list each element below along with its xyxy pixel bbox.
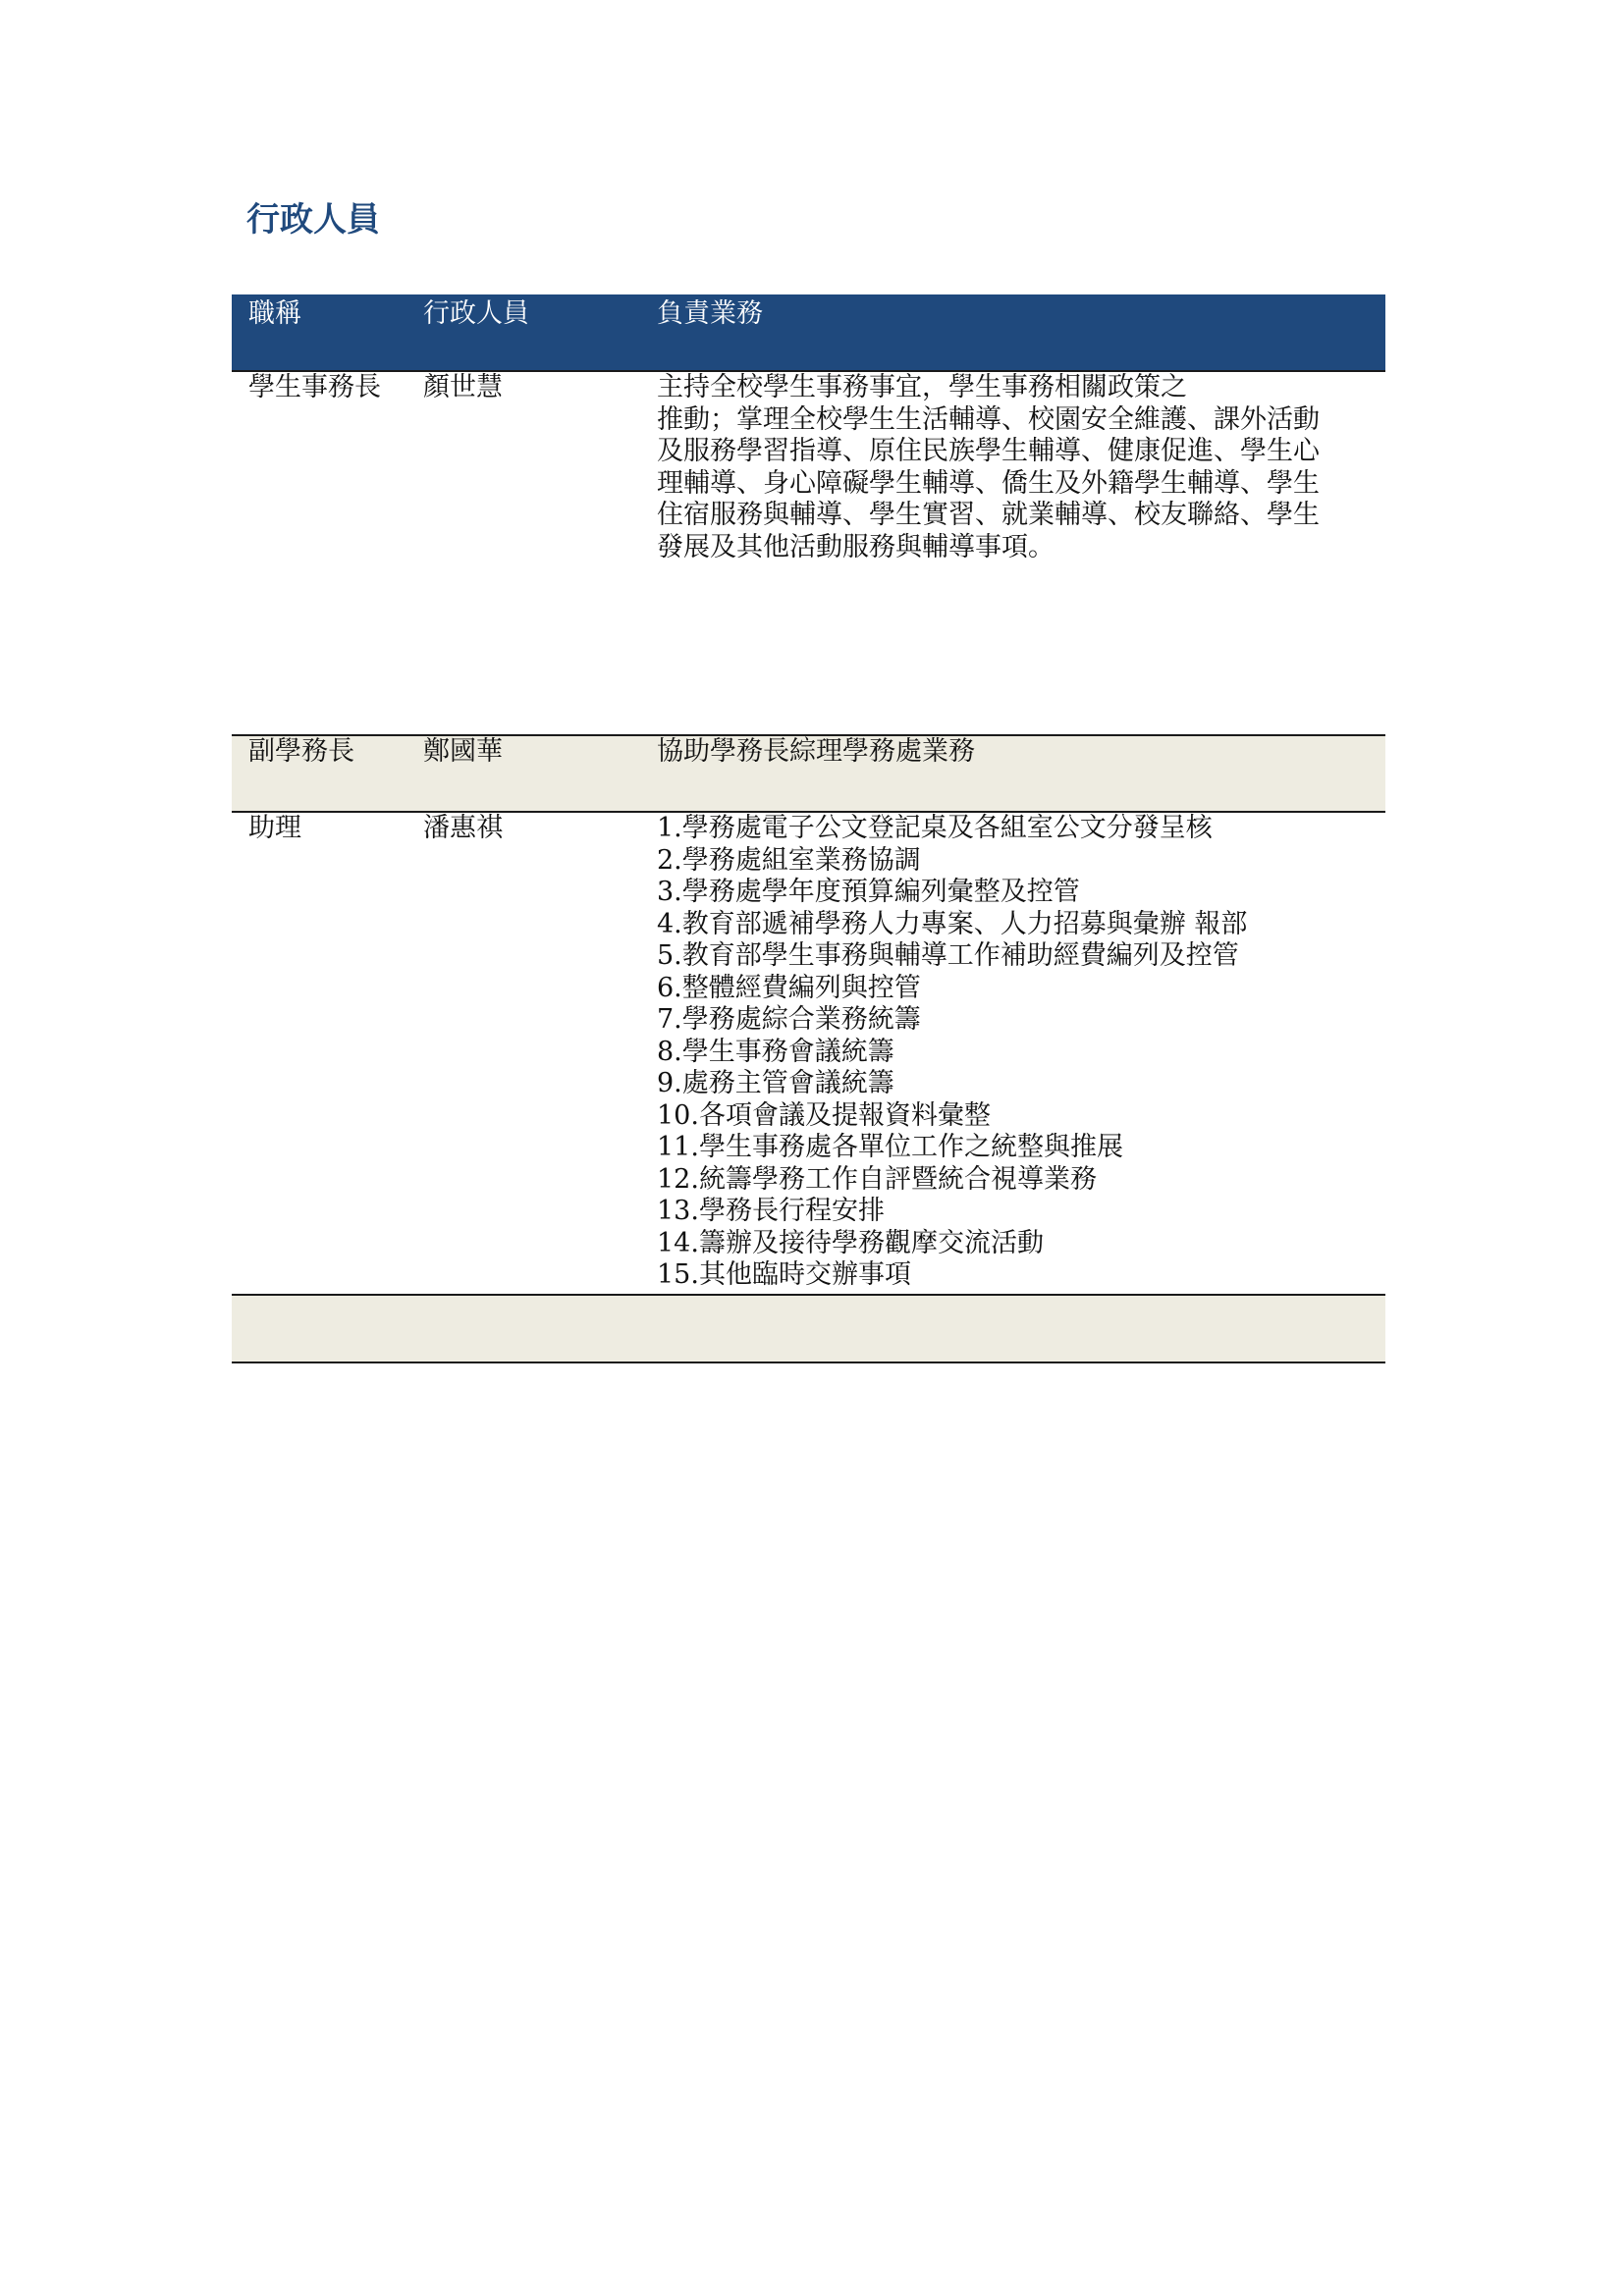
table-row <box>232 812 1385 1295</box>
cell-title: 助理 <box>232 812 406 1295</box>
table-row <box>232 1295 1385 1362</box>
duty-line: 14.籌辦及接待學務觀摩交流活動 <box>657 1227 1044 1258</box>
duty-line: 住宿服務與輔導、學生實習、就業輔導、校友聯絡、學生 <box>657 500 1320 530</box>
duty-line: 9.處務主管會議統籌 <box>657 1068 894 1098</box>
duty-line: 6.整體經費編列與控管 <box>657 972 921 1003</box>
header-person: 行政人員 <box>406 294 640 371</box>
duty-line: 13.學務長行程安排 <box>657 1196 885 1226</box>
duty-line: 協助學務長綜理學務處業務 <box>657 736 975 767</box>
cell-person: 顏世慧 <box>406 371 640 735</box>
cell-duty <box>640 1295 1385 1362</box>
duty-line: 12.統籌學務工作自評暨統合視導業務 <box>657 1163 1097 1195</box>
table-row <box>232 735 1385 812</box>
cell-duty <box>640 371 1385 735</box>
duty-line: 5.教育部學生事務與輔導工作補助經費編列及控管 <box>657 940 1239 971</box>
header-duty: 負責業務 <box>640 294 1385 371</box>
cell-duty <box>640 735 1385 812</box>
table-header-row <box>232 294 1385 371</box>
duty-line: 4.教育部遞補學務人力專案、人力招募與彙辦 報部 <box>657 908 1248 939</box>
duty-line: 7.學務處綜合業務統籌 <box>657 1004 921 1035</box>
staff-table <box>232 294 1385 1363</box>
table-row <box>232 371 1385 735</box>
cell-duty <box>640 812 1385 1295</box>
duty-line: 10.各項會議及提報資料彙整 <box>657 1099 991 1131</box>
duty-line: 推動；掌理全校學生生活輔導、校園安全維護、課外活動 <box>657 403 1320 435</box>
duty-line: 8.學生事務會議統籌 <box>657 1036 894 1067</box>
duty-line: 理輔導、身心障礙學生輔導、僑生及外籍學生輔導、學生 <box>657 467 1320 499</box>
duty-line: 主持全校學生事務事宜，學生事務相關政策之 <box>657 372 1187 402</box>
page-title: 行政人員 <box>246 200 380 240</box>
duty-line: 及服務學習指導、原住民族學生輔導、健康促進、學生心 <box>657 436 1320 466</box>
cell-person <box>406 1295 640 1362</box>
cell-person: 鄭國華 <box>406 735 640 812</box>
header-title: 職稱 <box>232 294 406 371</box>
cell-person: 潘惠祺 <box>406 812 640 1295</box>
duty-line: 15.其他臨時交辦事項 <box>657 1259 911 1290</box>
cell-title: 副學務長 <box>232 735 406 812</box>
duty-line: 2.學務處組室業務協調 <box>657 844 921 876</box>
duty-line: 3.學務處學年度預算編列彙整及控管 <box>657 877 1080 907</box>
duty-line: 11.學生事務處各單位工作之統整與推展 <box>657 1132 1123 1162</box>
cell-title: 學生事務長 <box>232 371 406 735</box>
duty-line: 1.學務處電子公文登記桌及各組室公文分發呈核 <box>657 813 1213 843</box>
cell-title <box>232 1295 406 1362</box>
duty-line: 發展及其他活動服務與輔導事項。 <box>657 531 1055 562</box>
